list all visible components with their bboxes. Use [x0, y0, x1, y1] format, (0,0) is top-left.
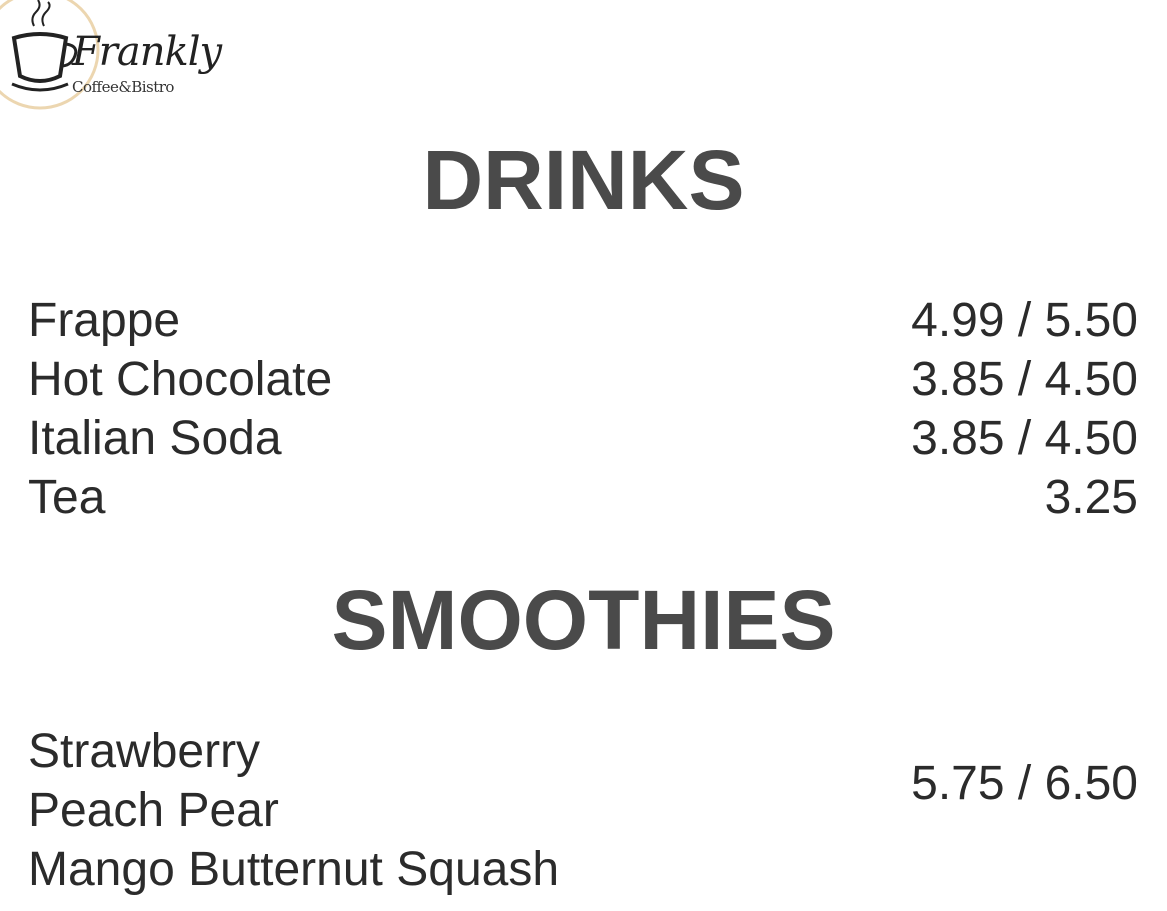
smoothies-heading: SMOOTHIES — [331, 573, 836, 667]
item-name: Tea — [28, 471, 106, 524]
menu-item-italian-soda — [28, 409, 1138, 468]
item-name: Frappe — [28, 294, 181, 347]
smoothies-price: 5.75 / 6.50 — [911, 757, 1138, 810]
drinks-list — [28, 291, 1138, 527]
item-price: 3.25 — [1044, 471, 1138, 524]
menu-item-mango-butternut-squash: Mango Butternut Squash — [28, 843, 560, 896]
menu-item-tea — [28, 468, 1138, 527]
brand-logo — [0, 0, 230, 112]
item-name: Hot Chocolate — [28, 353, 333, 406]
item-price: 3.85 / 4.50 — [911, 412, 1138, 465]
item-price: 3.85 / 4.50 — [911, 353, 1138, 406]
menu-item-frappe — [28, 291, 1138, 350]
item-name: Italian Soda — [28, 412, 282, 465]
smoothies-list — [28, 722, 559, 899]
menu-item-peach-pear: Peach Pear — [28, 784, 279, 837]
logo-name: Frankly — [72, 29, 222, 75]
menu-item-hot-chocolate — [28, 350, 1138, 409]
drinks-heading: DRINKS — [422, 133, 745, 227]
item-price: 4.99 / 5.50 — [911, 294, 1138, 347]
logo-subtitle: Coffee&Bistro — [72, 78, 174, 96]
menu-item-strawberry: Strawberry — [28, 725, 261, 778]
